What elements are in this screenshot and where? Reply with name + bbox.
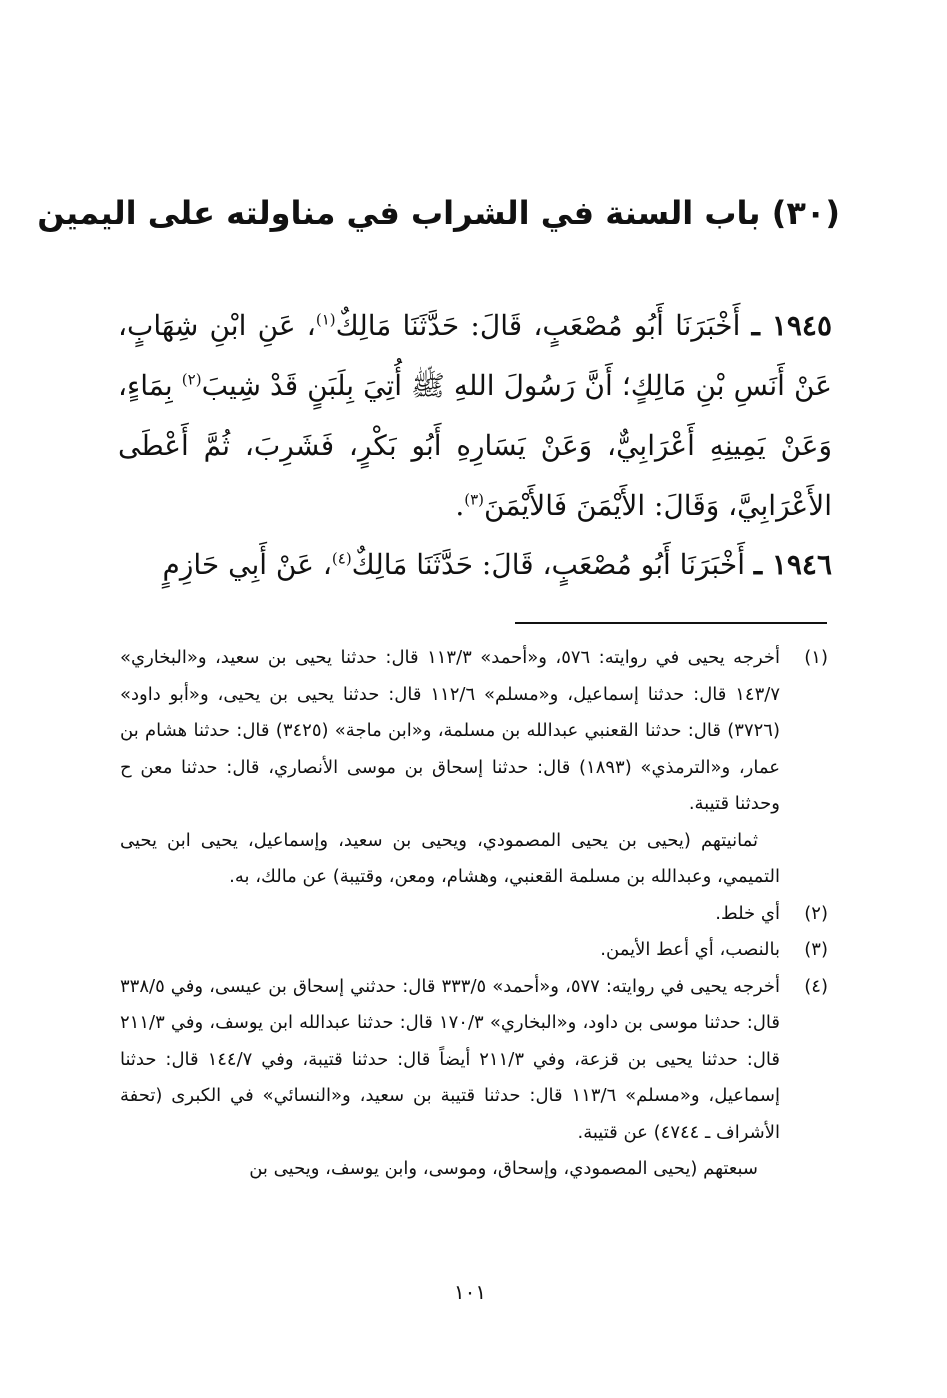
footnote-continuation: سبعتهم (يحيى المصمودي، وإسحاق، وموسى، وابن يوسف، ويحيى بن bbox=[249, 1158, 758, 1179]
hadith-text: بِمَاءٍ، وَعَنْ يَمِينِهِ أَعْرَابِيٌّ، وَعَنْ يَسَارِهِ أَبُو بَكْرٍ، فَشَرِبَ، ثُمَّ أَعْطَى الأَعْرَابِيَّ، وَقَالَ: الأَيْمَنَ فَالأَيْمَنَ bbox=[118, 369, 832, 522]
chapter-title: (٣٠) باب السنة في الشراب في مناولته على اليمين bbox=[37, 194, 840, 232]
footnote-continuation: ثمانيتهم (يحيى بن يحيى المصمودي، ويحيى بن سعيد، وإسماعيل، يحيى ابن يحيى التميمي، وعبدالله بن مسلمة القعنبي، وهشام، ومعن، وقتيبة) عن مالك، به. bbox=[120, 829, 780, 887]
footnote-ref[interactable]: (١) bbox=[315, 310, 336, 329]
hadith-text: . bbox=[455, 489, 465, 522]
footnote-3 bbox=[120, 932, 832, 969]
hadith-text: أَخْبَرَنَا أَبُو مُصْعَبٍ، قَالَ: حَدَّثَنَا مَالِكٌ bbox=[351, 548, 745, 581]
hadith-text: ، عَنْ أَبِي حَازِمٍ bbox=[162, 548, 332, 581]
footnote-ref[interactable]: (٢) bbox=[181, 370, 202, 389]
footnote-ref[interactable]: (٤) bbox=[331, 549, 352, 568]
hadith-1946 bbox=[118, 540, 832, 590]
footnote-text: بالنصب، أي أعط الأيمن. bbox=[600, 939, 780, 960]
footnotes bbox=[120, 640, 832, 1188]
footnote-number: (١) bbox=[804, 647, 828, 668]
footnote-number: (٣) bbox=[804, 939, 828, 960]
footnote-number: (٢) bbox=[804, 902, 828, 924]
footnote-4 bbox=[120, 969, 832, 1188]
hadith-text: أَخْبَرَنَا أَبُو مُصْعَبٍ، قَالَ: حَدَّثَنَا مَالِكٌ bbox=[335, 309, 741, 342]
footnote-text: أخرجه يحيى في روايته: ٥٧٦، و«أحمد» ١١٣/٣ قال: حدثنا يحيى بن سعيد، و«البخاري» ١٤٣/٧ قال: حدثنا إسماعيل، و«مسلم» ١١٢/٦ قال: حدثنا يحيى بن يحيى، و«أبو داود» (٣٧٢٦) قال: حدثنا القعنبي عبدالله بن مسلمة، و«ابن ماجة» (٣٤٢٥) قال: حدثنا هشام بن عمار، و«الترمذي» (١٨٩٣) قال: حدثنا إسحاق بن موسى الأنصاري، قال: حدثنا معن ح وحدثنا قتيبة. bbox=[120, 647, 781, 814]
footnote-ref[interactable]: (٣) bbox=[464, 490, 484, 509]
footnote-text: أي خلط. bbox=[715, 902, 780, 924]
hadith-text: ، عَنِ ابْنِ شِهَابٍ، عَنْ أَنَسِ بْنِ مَالِكٍ؛ أَنَّ رَسُولَ اللهِ ﷺ أُتِيَ بِلَبَنٍ قَدْ شِيبَ bbox=[118, 309, 832, 402]
footnote-2 bbox=[120, 896, 832, 933]
hadith-1945 bbox=[118, 296, 832, 536]
hadith-number: ١٩٤٦ ـ bbox=[753, 548, 832, 581]
page-number: ١٠١ bbox=[453, 1280, 487, 1304]
footnote-number: (٤) bbox=[804, 975, 828, 997]
footnote-text: أخرجه يحيى في روايته: ٥٧٧، و«أحمد» ٣٣٣/٥ قال: حدثني إسحاق بن عيسى، وفي ٣٣٨/٥ قال: حدثنا موسى بن داود، و«البخاري» ١٧٠/٣ قال: حدثنا عبدالله ابن يوسف، وفي ٢١١/٣ قال: حدثنا يحيى بن قزعة، وفي ٢١١/٣ أيضاً قال: حدثنا قتيبة، وفي ١٤٤/٧ قال: حدثنا إسماعيل، و«مسلم» ١١٣/٦ قال: حدثنا قتيبة بن سعيد، و«النسائي» في الكبرى (تحفة الأشراف ـ ٤٧٤٤) عن قتيبة. bbox=[120, 975, 781, 1143]
footnote-1 bbox=[120, 640, 832, 896]
hadith-number: ١٩٤٥ ـ bbox=[751, 309, 832, 342]
footnote-separator bbox=[515, 622, 827, 624]
